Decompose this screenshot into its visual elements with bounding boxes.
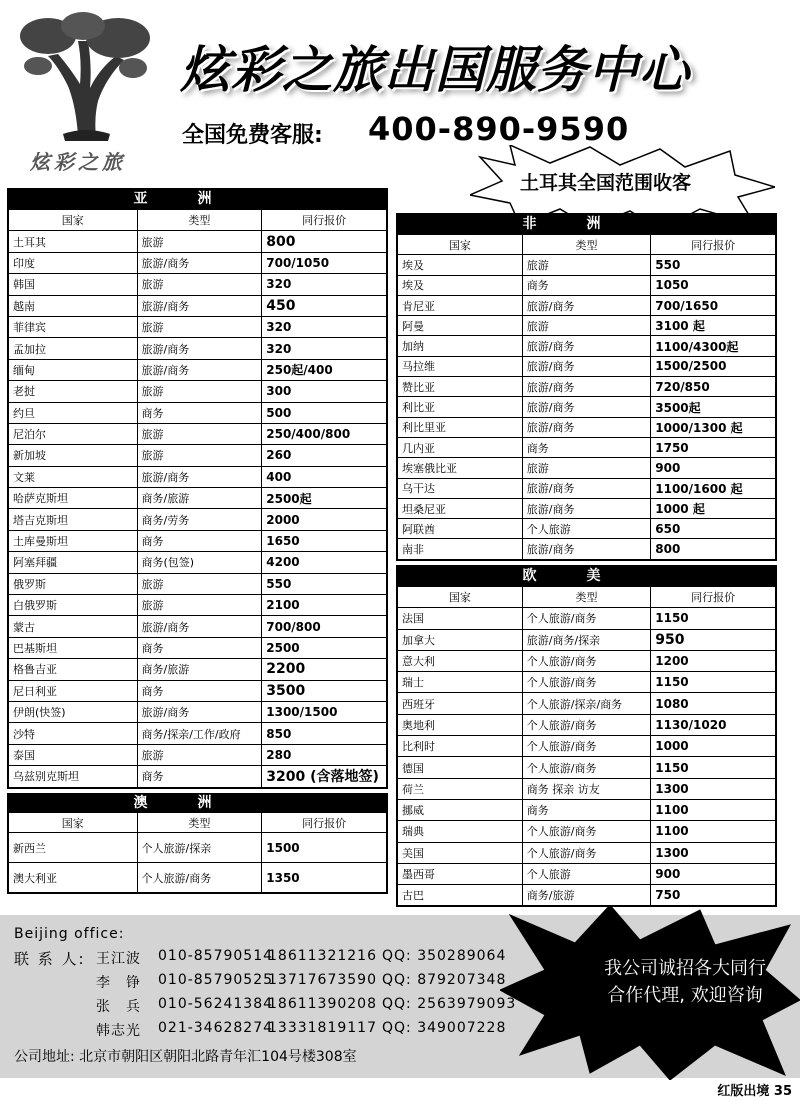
country-cell: 美国: [398, 842, 523, 863]
type-cell: 旅游/商务: [137, 466, 262, 487]
table-row: [9, 274, 387, 295]
table-row: [398, 437, 776, 457]
price-cell: 4200: [262, 552, 387, 573]
asia-table-body: [9, 231, 387, 787]
price-cell: 1130/1020: [651, 714, 776, 735]
table-row: [398, 316, 776, 336]
price-cell: 260: [262, 445, 387, 466]
country-cell: 缅甸: [9, 359, 138, 380]
type-cell: 个人旅游/商务: [522, 714, 651, 735]
country-cell: 马拉维: [398, 356, 523, 376]
type-cell: 旅游/商务: [522, 377, 651, 397]
type-cell: 个人旅游/商务: [522, 736, 651, 757]
recruit-line-2: 合作代理, 欢迎咨询: [607, 985, 763, 1006]
type-cell: 个人旅游: [522, 519, 651, 539]
type-cell: 商务: [137, 402, 262, 423]
price-cell: 800: [651, 539, 776, 559]
price-cell: 850: [262, 723, 387, 744]
price-cell: 250起/400: [262, 359, 387, 380]
type-cell: 旅游/商务: [137, 701, 262, 722]
type-cell: 个人旅游/探亲/商务: [522, 693, 651, 714]
country-cell: 印度: [9, 252, 138, 273]
price-cell: 1150: [651, 757, 776, 778]
type-cell: 商务: [522, 275, 651, 295]
contact-tel: 010-56241384: [158, 996, 274, 1012]
contact-label: 联 系 人:: [14, 950, 86, 968]
price-cell: 280: [262, 744, 387, 765]
type-cell: 旅游/商务: [137, 252, 262, 273]
type-cell: 旅游/商务/探亲: [522, 629, 651, 650]
country-cell: 尼日利亚: [9, 680, 138, 701]
type-cell: 商务: [137, 766, 262, 787]
table-row: [9, 659, 387, 680]
table-row: [9, 316, 387, 337]
price-cell: 950: [651, 629, 776, 650]
table-row: [398, 714, 776, 735]
contact-tel: 021-34628274: [158, 1020, 274, 1036]
contact-name: 李 铮: [96, 975, 141, 991]
table-row: [398, 608, 776, 629]
price-cell: 320: [262, 316, 387, 337]
country-cell: 比利时: [398, 736, 523, 757]
table-row: [398, 863, 776, 884]
table-row: [9, 231, 387, 252]
table-row: [9, 509, 387, 530]
price-cell: 1150: [651, 608, 776, 629]
country-cell: 沙特: [9, 723, 138, 744]
table-row: [398, 799, 776, 820]
price-cell: 750: [651, 885, 776, 906]
price-cell: 1000: [651, 736, 776, 757]
table-row: [9, 595, 387, 616]
price-cell: 1300: [651, 842, 776, 863]
country-cell: 瑞典: [398, 821, 523, 842]
type-cell: 旅游/商务: [522, 356, 651, 376]
contact-mobile: 18611390208: [268, 996, 377, 1012]
price-cell: 1650: [262, 530, 387, 551]
price-cell: 2500: [262, 637, 387, 658]
country-cell: 韩国: [9, 274, 138, 295]
column-header-type: 类型: [522, 587, 651, 608]
price-cell: 3500起: [651, 397, 776, 417]
contact-mobile: 13331819117: [268, 1020, 377, 1036]
logo-text: 炫彩之旅: [30, 150, 126, 174]
type-cell: 旅游/商务: [137, 359, 262, 380]
price-cell: 700/800: [262, 616, 387, 637]
column-header-price: 同行报价: [262, 813, 387, 833]
type-cell: 旅游: [522, 255, 651, 275]
country-cell: 西班牙: [398, 693, 523, 714]
country-cell: 新西兰: [9, 833, 138, 863]
table-row: [398, 650, 776, 671]
table-row: [9, 616, 387, 637]
price-cell: 1500/2500: [651, 356, 776, 376]
type-cell: 商务/劳务: [137, 509, 262, 530]
asia-price-table: [7, 188, 388, 789]
country-cell: 埃塞俄比亚: [398, 458, 523, 478]
table-row: [398, 519, 776, 539]
asia-table-title: 亚洲: [8, 189, 387, 209]
price-cell: 2100: [262, 595, 387, 616]
table-row: [9, 863, 387, 893]
price-cell: 320: [262, 274, 387, 295]
type-cell: 商务 探亲 访友: [522, 778, 651, 799]
hotline-label: 全国免费客服:: [182, 123, 323, 148]
price-cell: 3500: [262, 680, 387, 701]
europe-table-body: [398, 608, 776, 906]
type-cell: 旅游/商务: [522, 478, 651, 498]
type-cell: 商务(包签): [137, 552, 262, 573]
type-cell: 旅游: [137, 316, 262, 337]
price-cell: 1300: [651, 778, 776, 799]
table-row: [398, 478, 776, 498]
column-header-country: 国家: [9, 813, 138, 833]
page-footer-label: 红版出境 35: [717, 1084, 792, 1099]
type-cell: 旅游: [137, 231, 262, 252]
type-cell: 旅游: [137, 445, 262, 466]
table-row: [9, 744, 387, 765]
country-cell: 加拿大: [398, 629, 523, 650]
price-cell: 250/400/800: [262, 423, 387, 444]
table-row: [398, 539, 776, 559]
type-cell: 旅游/商务: [522, 295, 651, 315]
country-cell: 墨西哥: [398, 863, 523, 884]
column-header-country: 国家: [398, 235, 523, 255]
price-cell: 320: [262, 338, 387, 359]
price-cell: 1200: [651, 650, 776, 671]
table-row: [398, 336, 776, 356]
country-cell: 约旦: [9, 402, 138, 423]
type-cell: 商务/旅游: [137, 659, 262, 680]
table-row: [9, 295, 387, 316]
table-row: [9, 552, 387, 573]
column-header-type: 类型: [137, 813, 262, 833]
oceania-table-title: 澳洲: [8, 794, 387, 812]
company-address: 公司地址: 北京市朝阳区朝阳北路青年汇104号楼308室: [14, 1049, 357, 1065]
oceania-table-body: [9, 833, 387, 893]
type-cell: 旅游/商务: [522, 498, 651, 518]
column-header-country: 国家: [9, 210, 138, 231]
price-cell: 3100 起: [651, 316, 776, 336]
country-cell: 利比里亚: [398, 417, 523, 437]
country-cell: 俄罗斯: [9, 573, 138, 594]
contact-qq: QQ: 879207348: [382, 972, 507, 988]
country-cell: 乌兹别克斯坦: [9, 766, 138, 787]
price-cell: 550: [651, 255, 776, 275]
country-cell: 土库曼斯坦: [9, 530, 138, 551]
country-cell: 巴基斯坦: [9, 637, 138, 658]
country-cell: 意大利: [398, 650, 523, 671]
type-cell: 个人旅游/商务: [522, 842, 651, 863]
table-row: [9, 466, 387, 487]
type-cell: 旅游: [137, 423, 262, 444]
type-cell: 个人旅游/商务: [137, 863, 262, 893]
country-cell: 利比亚: [398, 397, 523, 417]
country-cell: 尼泊尔: [9, 423, 138, 444]
country-cell: 坦桑尼亚: [398, 498, 523, 518]
type-cell: 商务/旅游: [137, 488, 262, 509]
table-row: [398, 757, 776, 778]
table-row: [9, 766, 387, 787]
country-cell: 赞比亚: [398, 377, 523, 397]
country-cell: 新加坡: [9, 445, 138, 466]
table-row: [398, 842, 776, 863]
contact-name: 王江波: [96, 951, 141, 967]
hotline-number: 400-890-9590: [368, 110, 630, 148]
price-cell: 1100/4300起: [651, 336, 776, 356]
table-row: [9, 445, 387, 466]
type-cell: 个人旅游/商务: [522, 672, 651, 693]
country-cell: 加纳: [398, 336, 523, 356]
country-cell: 塔吉克斯坦: [9, 509, 138, 530]
country-cell: 澳大利亚: [9, 863, 138, 893]
table-row: [9, 423, 387, 444]
price-cell: 2500起: [262, 488, 387, 509]
price-cell: 2000: [262, 509, 387, 530]
contact-tel: 010-85790525: [158, 972, 274, 988]
table-row: [9, 723, 387, 744]
country-cell: 伊朗(快签): [9, 701, 138, 722]
table-row: [398, 672, 776, 693]
table-row: [9, 338, 387, 359]
price-cell: 1100: [651, 821, 776, 842]
price-cell: 1050: [651, 275, 776, 295]
page-title: 炫彩之旅出国服务中心: [180, 41, 690, 99]
table-row: [398, 417, 776, 437]
price-cell: 1080: [651, 693, 776, 714]
price-cell: 450: [262, 295, 387, 316]
table-row: [9, 530, 387, 551]
type-cell: 旅游: [137, 573, 262, 594]
table-row: [398, 458, 776, 478]
table-row: [398, 736, 776, 757]
country-cell: 老挝: [9, 381, 138, 402]
type-cell: 旅游: [522, 458, 651, 478]
country-cell: 古巴: [398, 885, 523, 906]
type-cell: 旅游: [137, 381, 262, 402]
column-header-type: 类型: [137, 210, 262, 231]
recruit-line-1: 我公司诚招各大同行: [604, 958, 766, 979]
country-cell: 文莱: [9, 466, 138, 487]
country-cell: 哈萨克斯坦: [9, 488, 138, 509]
type-cell: 个人旅游/商务: [522, 757, 651, 778]
type-cell: 商务: [137, 637, 262, 658]
table-row: [398, 821, 776, 842]
country-cell: 荷兰: [398, 778, 523, 799]
contact-tel: 010-85790514: [158, 948, 274, 964]
contact-qq: QQ: 350289064: [382, 948, 507, 964]
table-row: [9, 701, 387, 722]
type-cell: 旅游/商务: [522, 539, 651, 559]
country-cell: 挪威: [398, 799, 523, 820]
price-cell: 1500: [262, 833, 387, 863]
type-cell: 旅游: [137, 595, 262, 616]
country-cell: 蒙古: [9, 616, 138, 637]
country-cell: 法国: [398, 608, 523, 629]
type-cell: 商务/探亲/工作/政府: [137, 723, 262, 744]
country-cell: 孟加拉: [9, 338, 138, 359]
table-row: [398, 778, 776, 799]
contact-qq: QQ: 2563979093: [382, 996, 517, 1012]
country-cell: 德国: [398, 757, 523, 778]
table-row: [398, 356, 776, 376]
africa-price-table: [396, 213, 777, 561]
europe-table-title: 欧美: [397, 566, 776, 586]
type-cell: 商务: [137, 680, 262, 701]
price-cell: 500: [262, 402, 387, 423]
type-cell: 旅游: [137, 744, 262, 765]
type-cell: 旅游/商务: [522, 397, 651, 417]
column-header-price: 同行报价: [651, 235, 776, 255]
country-cell: 阿塞拜疆: [9, 552, 138, 573]
type-cell: 旅游/商务: [137, 616, 262, 637]
type-cell: 旅游/商务: [137, 338, 262, 359]
type-cell: 个人旅游/商务: [522, 821, 651, 842]
price-cell: 2200: [262, 659, 387, 680]
africa-table-title: 非洲: [397, 214, 776, 234]
table-row: [9, 637, 387, 658]
country-cell: 菲律宾: [9, 316, 138, 337]
oceania-price-table: [7, 793, 388, 894]
type-cell: 个人旅游/探亲: [137, 833, 262, 863]
price-cell: 900: [651, 863, 776, 884]
country-cell: 南非: [398, 539, 523, 559]
table-row: [398, 693, 776, 714]
column-header-price: 同行报价: [262, 210, 387, 231]
price-cell: 550: [262, 573, 387, 594]
country-cell: 埃及: [398, 255, 523, 275]
table-row: [398, 295, 776, 315]
table-row: [9, 381, 387, 402]
table-row: [398, 629, 776, 650]
table-row: [398, 397, 776, 417]
promo-text: 土耳其全国范围收客: [520, 172, 692, 194]
table-row: [9, 573, 387, 594]
table-row: [9, 359, 387, 380]
price-cell: 1300/1500: [262, 701, 387, 722]
europe-america-price-table: [396, 565, 777, 907]
price-cell: 720/850: [651, 377, 776, 397]
country-cell: 肯尼亚: [398, 295, 523, 315]
country-cell: 越南: [9, 295, 138, 316]
price-cell: 900: [651, 458, 776, 478]
price-cell: 700/1650: [651, 295, 776, 315]
country-cell: 奥地利: [398, 714, 523, 735]
country-cell: 阿联酋: [398, 519, 523, 539]
contact-mobile: 18611321216: [268, 948, 377, 964]
price-cell: 1150: [651, 672, 776, 693]
recruit-message: [580, 955, 790, 1009]
table-row: [398, 885, 776, 906]
table-row: [398, 275, 776, 295]
country-cell: 瑞士: [398, 672, 523, 693]
type-cell: 个人旅游/商务: [522, 608, 651, 629]
contact-name: 韩志光: [96, 1023, 141, 1039]
price-cell: 1350: [262, 863, 387, 893]
country-cell: 格鲁吉亚: [9, 659, 138, 680]
table-row: [9, 833, 387, 863]
table-row: [9, 252, 387, 273]
table-row: [9, 402, 387, 423]
type-cell: 商务: [522, 437, 651, 457]
column-header-type: 类型: [522, 235, 651, 255]
table-row: [398, 255, 776, 275]
column-header-country: 国家: [398, 587, 523, 608]
price-cell: 3200 (含落地签): [262, 766, 387, 787]
africa-table-body: [398, 255, 776, 559]
country-cell: 泰国: [9, 744, 138, 765]
price-cell: 400: [262, 466, 387, 487]
type-cell: 个人旅游: [522, 863, 651, 884]
table-row: [9, 680, 387, 701]
type-cell: 旅游: [137, 274, 262, 295]
contact-mobile: 13717673590: [268, 972, 377, 988]
table-row: [398, 377, 776, 397]
table-row: [398, 498, 776, 518]
country-cell: 埃及: [398, 275, 523, 295]
price-cell: 1100: [651, 799, 776, 820]
type-cell: 旅游/商务: [522, 417, 651, 437]
country-cell: 几内亚: [398, 437, 523, 457]
type-cell: 旅游: [522, 316, 651, 336]
type-cell: 旅游/商务: [522, 336, 651, 356]
type-cell: 个人旅游/商务: [522, 650, 651, 671]
country-cell: 土耳其: [9, 231, 138, 252]
country-cell: 乌干达: [398, 478, 523, 498]
contact-name: 张 兵: [96, 999, 141, 1015]
price-cell: 1000/1300 起: [651, 417, 776, 437]
column-header-price: 同行报价: [651, 587, 776, 608]
country-cell: 阿曼: [398, 316, 523, 336]
price-cell: 1000 起: [651, 498, 776, 518]
price-cell: 1750: [651, 437, 776, 457]
type-cell: 旅游/商务: [137, 295, 262, 316]
type-cell: 商务: [522, 799, 651, 820]
type-cell: 商务: [137, 530, 262, 551]
price-cell: 800: [262, 231, 387, 252]
type-cell: 商务/旅游: [522, 885, 651, 906]
table-row: [9, 488, 387, 509]
price-cell: 300: [262, 381, 387, 402]
country-cell: 白俄罗斯: [9, 595, 138, 616]
contact-qq: QQ: 349007228: [382, 1020, 507, 1036]
price-cell: 700/1050: [262, 252, 387, 273]
price-cell: 1100/1600 起: [651, 478, 776, 498]
price-cell: 650: [651, 519, 776, 539]
office-label: Beijing office:: [14, 926, 125, 942]
